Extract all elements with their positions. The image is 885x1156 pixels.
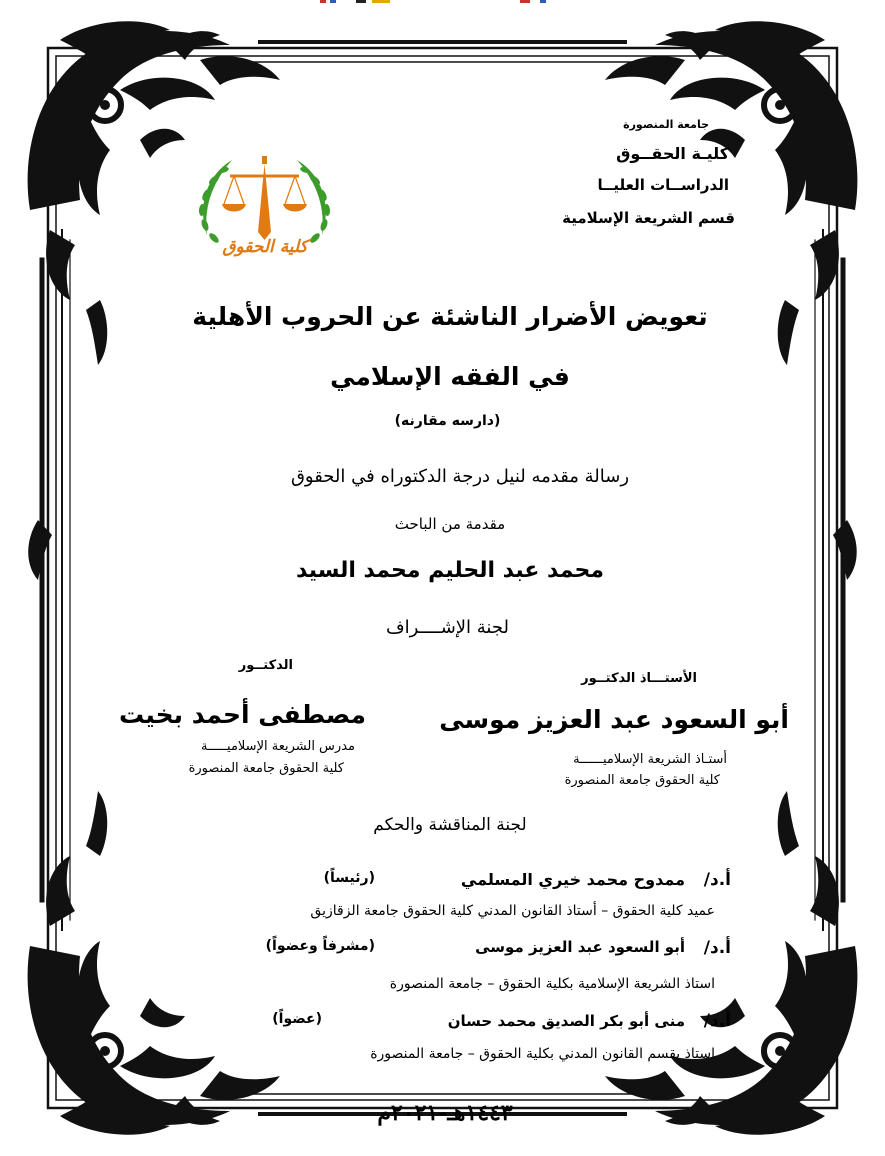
graduate-studies: الدراســات العليــا: [597, 176, 729, 194]
supervisor-2-name: مصطفى أحمد بخيت: [118, 700, 366, 729]
member-role: (عضواً): [272, 1011, 322, 1027]
thesis-title-line-1: تعويض الأضرار الناشئة عن الحروب الأهلية: [192, 302, 708, 331]
member-description: استاذ بقسم القانون المدني بكلية الحقوق – جامعة المنصورة: [370, 1046, 715, 1062]
member-role: (مشرفاً وعضواً): [265, 938, 375, 954]
supervisor-1-name: أبو السعود عبد العزيز موسى: [439, 705, 789, 734]
presented-by-label: مقدمة من الباحث: [394, 515, 506, 533]
department-name: قسم الشريعة الإسلامية: [562, 209, 735, 227]
member-prefix: أ.د/: [703, 1011, 731, 1031]
date: ١٤٤٣هـ-٢٠٢١م: [377, 1100, 513, 1126]
corner-ornament-bottom-right: [605, 791, 857, 1135]
study-type: (دارسه مقارنه): [394, 413, 501, 429]
member-prefix: أ.د/: [703, 938, 731, 958]
member-name: ممدوح محمد خيري المسلمي: [460, 870, 685, 889]
thesis-purpose: رسالة مقدمه لنيل درجة الدكتوراه في الحقوق: [290, 466, 630, 487]
member-name: أبو السعود عبد العزيز موسى: [475, 938, 685, 956]
thesis-title-line-2: في الفقه الإسلامي: [330, 362, 570, 391]
member-description: عميد كلية الحقوق – أستاذ القانون المدني كلية الحقوق جامعة الزقازيق: [310, 903, 715, 919]
researcher-name: محمد عبد الحليم محمد السيد: [296, 558, 604, 583]
member-description: استاذ الشريعة الإسلامية بكلية الحقوق – جامعة المنصورة: [389, 976, 715, 992]
supervisor-2-position: مدرس الشريعة الإسلاميـــــة: [201, 739, 355, 754]
supervisor-1-position: أستـاذ الشريعة الإسلاميــــــة: [573, 752, 727, 767]
logo-caption: كلية الحقوق: [222, 237, 308, 257]
member-prefix: أ.د/: [703, 870, 731, 890]
supervisor-2-affiliation: كلية الحقوق جامعة المنصورة: [188, 761, 344, 776]
supervisor-1-affiliation: كلية الحقوق جامعة المنصورة: [564, 773, 720, 788]
member-role: (رئيساً): [323, 870, 375, 886]
committee-heading: لجنة المناقشة والحكم: [373, 815, 527, 835]
member-name: منى أبو بكر الصديق محمد حسان: [447, 1012, 685, 1030]
corner-ornament-bottom-left: [28, 791, 280, 1135]
university-name: جامعة المنصورة: [623, 118, 709, 131]
supervisor-2-rank: الدكتــور: [238, 658, 293, 673]
faculty-name: كليـة الحقــوق: [616, 144, 729, 163]
supervision-heading: لجنة الإشــــراف: [386, 617, 509, 638]
supervisor-1-rank: الأستـــاذ الدكتــور: [581, 671, 697, 686]
